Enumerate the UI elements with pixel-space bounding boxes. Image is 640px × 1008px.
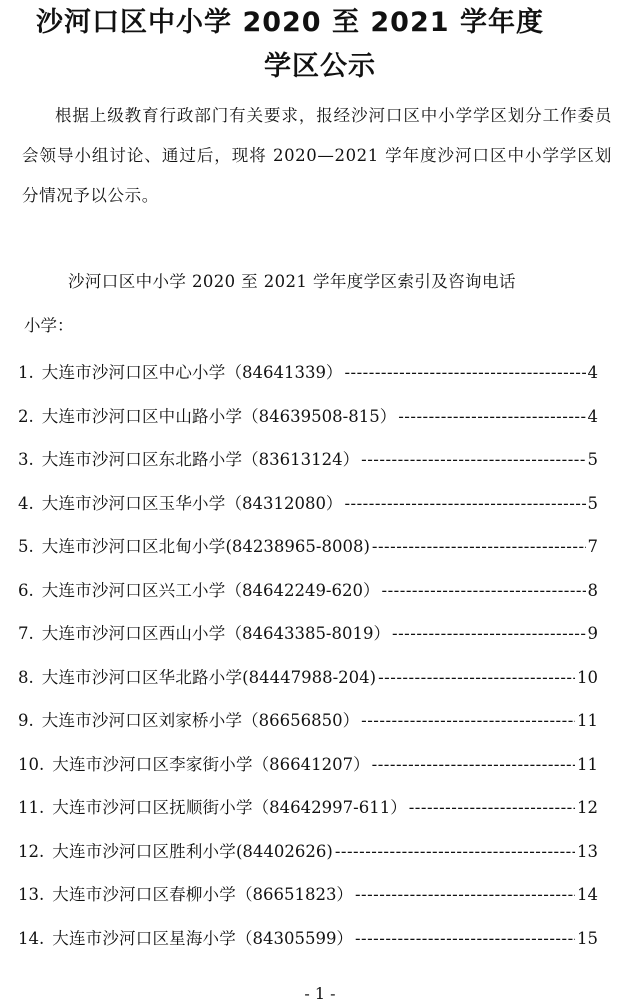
toc-entry-page: 14 <box>577 885 598 904</box>
document-title-line-1: 沙河口区中小学 2020 至 2021 学年度 <box>36 7 544 38</box>
toc-entry-number: 13. <box>18 885 45 904</box>
toc-entry-page: 13 <box>577 841 598 861</box>
toc-entry-leader-dashes <box>378 668 575 687</box>
toc-entry-phone: （84641339） <box>225 363 343 382</box>
toc-entry-leader-dashes <box>392 624 585 643</box>
toc-entry-number: 14. <box>18 928 45 948</box>
toc-entry-page: 4 <box>587 406 598 426</box>
toc-entry <box>18 925 598 969</box>
toc-entry-school-name: 大连市沙河口区胜利小学 <box>52 841 236 861</box>
toc-entry-page: 15 <box>577 928 598 948</box>
toc-entry-leader-dashes <box>372 755 575 774</box>
toc-entry-school-name: 大连市沙河口区抚顺街小学 <box>52 798 253 817</box>
toc-entry <box>18 446 598 490</box>
toc-entry-school-name: 大连市沙河口区华北路小学 <box>41 667 243 687</box>
toc-entry-page: 5 <box>587 493 598 513</box>
toc-entry-page: 9 <box>587 624 598 643</box>
toc-entry-leader-dashes <box>372 537 586 556</box>
toc-entry-number: 10. <box>18 754 45 774</box>
toc-entry-leader-dashes <box>344 363 585 382</box>
toc-entry-leader-dashes <box>361 450 585 469</box>
toc-entry-number: 5. <box>18 537 34 556</box>
toc-entry-number: 11. <box>18 798 45 817</box>
toc-entry <box>18 577 598 621</box>
toc-entry-phone: （86656850） <box>242 711 360 730</box>
toc-entry <box>18 794 598 838</box>
toc-entry-phone: （83613124） <box>242 450 360 469</box>
toc-entry-number: 7. <box>18 624 34 643</box>
toc-entry <box>18 707 598 751</box>
toc-entry-number: 12. <box>18 841 45 861</box>
toc-entry-leader-dashes <box>361 711 575 730</box>
toc-entry-number: 9. <box>18 711 34 730</box>
toc-entry <box>18 490 598 534</box>
toc-entry-leader-dashes <box>382 581 586 600</box>
toc-entry <box>18 664 598 708</box>
toc-entry-page: 12 <box>577 798 598 817</box>
toc-entry-school-name: 大连市沙河口区东北路小学 <box>41 450 243 469</box>
toc-entry-number: 4. <box>18 493 34 513</box>
page-number: - 1 - <box>304 984 336 1003</box>
toc-entry-phone: (84447988-204) <box>242 667 377 687</box>
toc-entry-phone: （84643385-8019） <box>225 624 391 643</box>
toc-entry <box>18 403 598 447</box>
toc-entry-school-name: 大连市沙河口区刘家桥小学 <box>41 711 243 730</box>
toc-entry-leader-dashes <box>335 842 575 861</box>
toc-entry <box>18 751 598 795</box>
toc-entry <box>18 838 598 882</box>
toc-entry-phone: （86641207） <box>252 754 370 774</box>
toc-entry <box>18 359 598 403</box>
toc-entry-leader-dashes <box>409 798 575 817</box>
toc-entry-school-name: 大连市沙河口区中心小学 <box>41 363 226 382</box>
toc-entry-school-name: 大连市沙河口区兴工小学 <box>41 580 226 600</box>
toc-entry-phone: （84312080） <box>225 493 343 513</box>
toc-entry-school-name: 大连市沙河口区星海小学 <box>52 928 236 948</box>
toc-entry-phone: （84642249-620） <box>225 580 380 600</box>
toc-entry-phone: （84305599） <box>235 928 353 948</box>
section-label-primary-schools: 小学： <box>24 316 74 335</box>
toc-entry-phone: （86651823） <box>235 885 353 904</box>
toc-entry <box>18 533 598 577</box>
toc-entry-phone: （84642997-611） <box>252 798 407 817</box>
toc-entry-number: 8. <box>18 667 34 687</box>
toc-entry-page: 7 <box>587 537 598 556</box>
index-subtitle: 沙河口区中小学 2020 至 2021 学年度学区索引及咨询电话 <box>68 272 516 291</box>
school-index-list <box>18 359 598 968</box>
toc-entry-page: 11 <box>577 711 598 730</box>
toc-entry-phone: (84238965-8008) <box>225 537 370 556</box>
toc-entry-page: 4 <box>587 363 598 382</box>
toc-entry-phone: (84402626) <box>235 841 333 861</box>
toc-entry <box>18 620 598 664</box>
toc-entry-leader-dashes <box>355 929 575 948</box>
toc-entry <box>18 881 598 925</box>
toc-entry-number: 2. <box>18 406 34 426</box>
toc-entry-school-name: 大连市沙河口区李家街小学 <box>52 754 253 774</box>
toc-entry-number: 1. <box>18 363 34 382</box>
toc-entry-phone: （84639508-815） <box>242 406 397 426</box>
toc-entry-school-name: 大连市沙河口区春柳小学 <box>52 885 236 904</box>
toc-entry-school-name: 大连市沙河口区北甸小学 <box>41 537 226 556</box>
toc-entry-school-name: 大连市沙河口区玉华小学 <box>41 493 226 513</box>
toc-entry-leader-dashes <box>398 407 585 426</box>
toc-entry-number: 6. <box>18 580 34 600</box>
toc-entry-school-name: 大连市沙河口区中山路小学 <box>41 406 243 426</box>
toc-entry-leader-dashes <box>355 885 575 904</box>
intro-paragraph: 根据上级教育行政部门有关要求，报经沙河口区中小学学区划分工作委员会领导小组讨论、通过后，现将 2020—2021 学年度沙河口区中小学学区划分情况予以公示。 <box>22 106 612 205</box>
toc-entry-school-name: 大连市沙河口区西山小学 <box>41 624 226 643</box>
toc-entry-page: 8 <box>587 580 598 600</box>
toc-entry-number: 3. <box>18 450 34 469</box>
toc-entry-page: 10 <box>577 667 598 687</box>
document-title-line-2: 学区公示 <box>264 51 376 82</box>
toc-entry-page: 11 <box>577 754 598 774</box>
toc-entry-page: 5 <box>587 450 598 469</box>
toc-entry-leader-dashes <box>344 494 585 513</box>
